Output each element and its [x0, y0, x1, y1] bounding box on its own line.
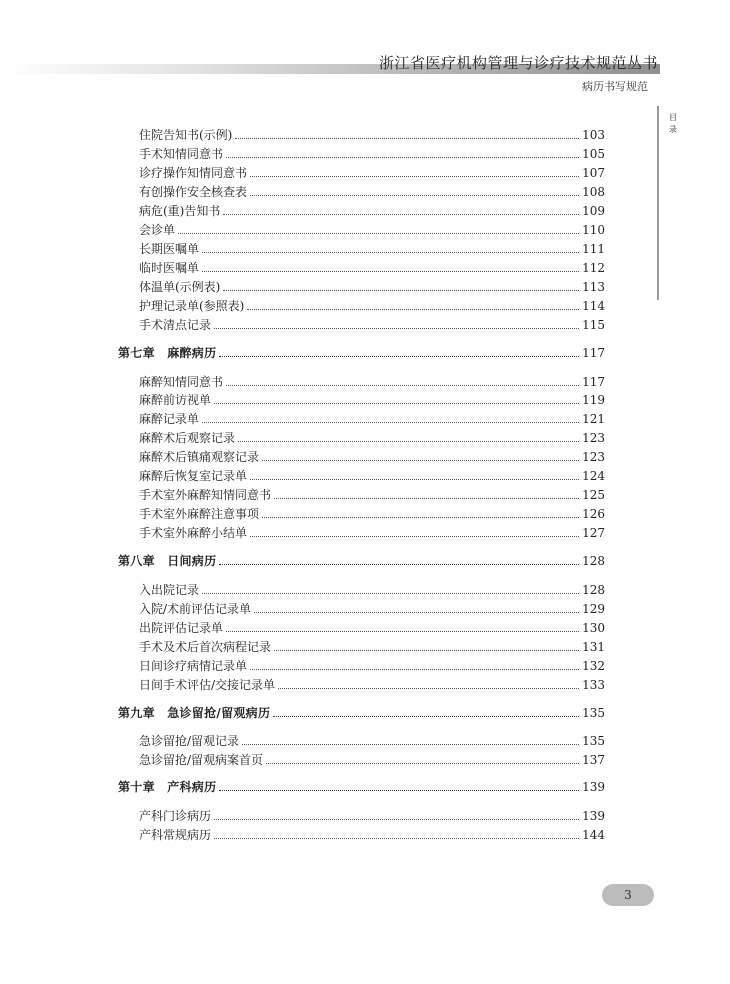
- toc-entry-row[interactable]: [139, 429, 605, 445]
- toc-entry-row[interactable]: [139, 657, 605, 673]
- toc-leader-dots: [274, 650, 579, 651]
- toc-entry-row[interactable]: [139, 448, 605, 464]
- toc-entry-row[interactable]: [139, 619, 605, 635]
- toc-entry-title: 入院/术前评估记录单: [139, 602, 252, 616]
- toc-page-number: 123: [582, 431, 605, 445]
- toc-entry-title: 诊疗操作知情同意书: [139, 166, 248, 180]
- toc-page-number: 112: [582, 261, 605, 275]
- toc-entry-title: 产科门诊病历: [139, 809, 212, 823]
- toc-entry-title: 产科常规病历: [139, 828, 212, 842]
- toc-entry-row[interactable]: [139, 316, 605, 332]
- page-number: 3: [624, 888, 632, 902]
- toc-entry-row[interactable]: [139, 524, 605, 540]
- toc-page-number: 119: [582, 393, 605, 407]
- toc-entry-row[interactable]: [139, 807, 605, 823]
- toc-entry-title: 急诊留抢/留观病案首页: [139, 753, 264, 767]
- toc-entry-row[interactable]: [139, 145, 605, 161]
- toc-leader-dots: [250, 669, 579, 670]
- toc-entry-title: 日间手术评估/交接记录单: [139, 678, 276, 692]
- side-section-label: 目 录: [669, 113, 677, 134]
- toc-entry-row[interactable]: [139, 751, 605, 767]
- toc-leader-dots: [247, 309, 579, 310]
- toc-entry-row[interactable]: [139, 391, 605, 407]
- toc-chapter-title: 第八章 日间病历: [118, 554, 217, 568]
- toc-page-number: 135: [582, 706, 605, 720]
- toc-page-number: 129: [582, 602, 605, 616]
- toc-entry-row[interactable]: [139, 278, 605, 294]
- toc-leader-dots: [250, 176, 579, 177]
- toc-page-number: 139: [582, 809, 605, 823]
- toc-entry-title: 入出院记录: [139, 583, 200, 597]
- toc-page-number: 117: [582, 375, 605, 389]
- toc-page-number: 125: [582, 488, 605, 502]
- toc-entry-row[interactable]: [139, 221, 605, 237]
- toc-entry-row[interactable]: [139, 505, 605, 521]
- toc-leader-dots: [226, 157, 579, 158]
- toc-leader-dots: [238, 441, 579, 442]
- toc-page-number: 121: [582, 412, 605, 426]
- toc-leader-dots: [214, 328, 579, 329]
- toc-page-number: 117: [582, 346, 605, 360]
- toc-entry-title: 麻醉术后观察记录: [139, 431, 236, 445]
- toc-entry-title: 长期医嘱单: [139, 242, 200, 256]
- toc-leader-dots: [242, 744, 579, 745]
- toc-entry-title: 手术室外麻醉注意事项: [139, 507, 260, 521]
- toc-leader-dots: [278, 688, 579, 689]
- toc-entry-title: 有创操作安全核查表: [139, 185, 248, 199]
- toc-leader-dots: [202, 271, 579, 272]
- toc-page-number: 128: [582, 583, 605, 597]
- toc-leader-dots: [219, 356, 579, 357]
- toc-entry-row[interactable]: [139, 826, 605, 842]
- toc-entry-row[interactable]: [139, 126, 605, 142]
- toc-entry-title: 麻醉知情同意书: [139, 375, 224, 389]
- toc-entry-row[interactable]: [139, 164, 605, 180]
- toc-page-number: 105: [582, 147, 605, 161]
- toc-entry-row[interactable]: [139, 297, 605, 313]
- toc-leader-dots: [274, 498, 579, 499]
- toc-page-number: 111: [582, 242, 605, 256]
- toc-leader-dots: [202, 593, 579, 594]
- toc-leader-dots: [254, 612, 579, 613]
- toc-leader-dots: [178, 233, 579, 234]
- toc-page-number: 133: [582, 678, 605, 692]
- toc-chapter-row[interactable]: [118, 552, 605, 568]
- toc-entry-row[interactable]: [139, 467, 605, 483]
- toc-page-number: 144: [582, 828, 605, 842]
- toc-entry-title: 麻醉后恢复室记录单: [139, 469, 248, 483]
- toc-entry-row[interactable]: [139, 676, 605, 692]
- toc-entry-title: 病危(重)告知书: [139, 204, 221, 218]
- toc-page-number: 123: [582, 450, 605, 464]
- toc-entry-title: 手术室外麻醉小结单: [139, 526, 248, 540]
- toc-leader-dots: [223, 290, 579, 291]
- toc-leader-dots: [214, 403, 579, 404]
- toc-chapter-row[interactable]: [118, 778, 605, 794]
- toc-page-number: 115: [582, 318, 605, 332]
- toc-chapter-title: 第七章 麻醉病历: [118, 346, 217, 360]
- toc-leader-dots: [219, 790, 579, 791]
- toc-entry-title: 临时医嘱单: [139, 261, 200, 275]
- toc-page-number: 135: [582, 734, 605, 748]
- toc-entry-row[interactable]: [139, 373, 605, 389]
- toc-page-number: 127: [582, 526, 605, 540]
- toc-entry-title: 手术及术后首次病程记录: [139, 640, 272, 654]
- toc-chapter-row[interactable]: [118, 344, 605, 360]
- toc-entry-title: 日间诊疗病情记录单: [139, 659, 248, 673]
- toc-leader-dots: [202, 252, 579, 253]
- toc-page-number: 128: [582, 554, 605, 568]
- toc-leader-dots: [226, 631, 579, 632]
- toc-entry-row[interactable]: [139, 202, 605, 218]
- toc-entry-row[interactable]: [139, 638, 605, 654]
- toc-leader-dots: [219, 564, 579, 565]
- toc-page-number: 137: [582, 753, 605, 767]
- toc-entry-title: 手术知情同意书: [139, 147, 224, 161]
- toc-leader-dots: [250, 479, 579, 480]
- toc-entry-row[interactable]: [139, 259, 605, 275]
- toc-entry-row[interactable]: [139, 183, 605, 199]
- toc-entry-title: 麻醉前访视单: [139, 393, 212, 407]
- toc-page-number: 131: [582, 640, 605, 654]
- toc-page-number: 124: [582, 469, 605, 483]
- toc-entry-title: 体温单(示例表): [139, 280, 221, 294]
- toc-leader-dots: [273, 716, 579, 717]
- toc-entry-title: 手术室外麻醉知情同意书: [139, 488, 272, 502]
- toc-page-number: 126: [582, 507, 605, 521]
- toc-entry-title: 出院评估记录单: [139, 621, 224, 635]
- toc-entry-title: 会诊单: [139, 223, 176, 237]
- toc-leader-dots: [250, 195, 579, 196]
- toc-leader-dots: [223, 214, 579, 215]
- toc-page-number: 109: [582, 204, 605, 218]
- toc-page-number: 107: [582, 166, 605, 180]
- toc-entry-title: 麻醉记录单: [139, 412, 200, 426]
- toc-page-number: 139: [582, 780, 605, 794]
- toc-chapter-title: 第十章 产科病历: [118, 780, 217, 794]
- toc-page-number: 103: [582, 128, 605, 142]
- toc-entry-row[interactable]: [139, 410, 605, 426]
- toc-leader-dots: [262, 460, 579, 461]
- toc-entry-row[interactable]: [139, 581, 605, 597]
- toc-page-number: 130: [582, 621, 605, 635]
- toc-leader-dots: [235, 138, 579, 139]
- toc-page-number: 110: [582, 223, 605, 237]
- page-number-badge: [602, 884, 654, 906]
- toc-chapter-row[interactable]: [118, 704, 605, 720]
- toc-chapter-title: 第九章 急诊留抢/留观病历: [118, 706, 271, 720]
- toc-page-number: 132: [582, 659, 605, 673]
- toc-entry-title: 麻醉术后镇痛观察记录: [139, 450, 260, 464]
- toc-page-number: 114: [582, 299, 605, 313]
- toc-leader-dots: [262, 517, 579, 518]
- toc-entry-title: 手术清点记录: [139, 318, 212, 332]
- toc-entry-row[interactable]: [139, 600, 605, 616]
- toc-leader-dots: [226, 385, 579, 386]
- toc-entry-title: 护理记录单(参照表): [139, 299, 245, 313]
- toc-entry-title: 住院告知书(示例): [139, 128, 233, 142]
- toc-entry-row[interactable]: [139, 486, 605, 502]
- toc-leader-dots: [250, 536, 579, 537]
- series-title: 浙江省医疗机构管理与诊疗技术规范丛书: [378, 54, 658, 72]
- toc-leader-dots: [266, 763, 579, 764]
- toc-page-number: 113: [582, 280, 605, 294]
- book-title: 病历书写规范: [582, 80, 648, 93]
- toc-page-number: 108: [582, 185, 605, 199]
- toc-leader-dots: [214, 838, 579, 839]
- toc-entry-row[interactable]: [139, 732, 605, 748]
- toc-leader-dots: [214, 819, 579, 820]
- toc-entry-title: 急诊留抢/留观记录: [139, 734, 240, 748]
- toc-leader-dots: [202, 422, 579, 423]
- toc-entry-row[interactable]: [139, 240, 605, 256]
